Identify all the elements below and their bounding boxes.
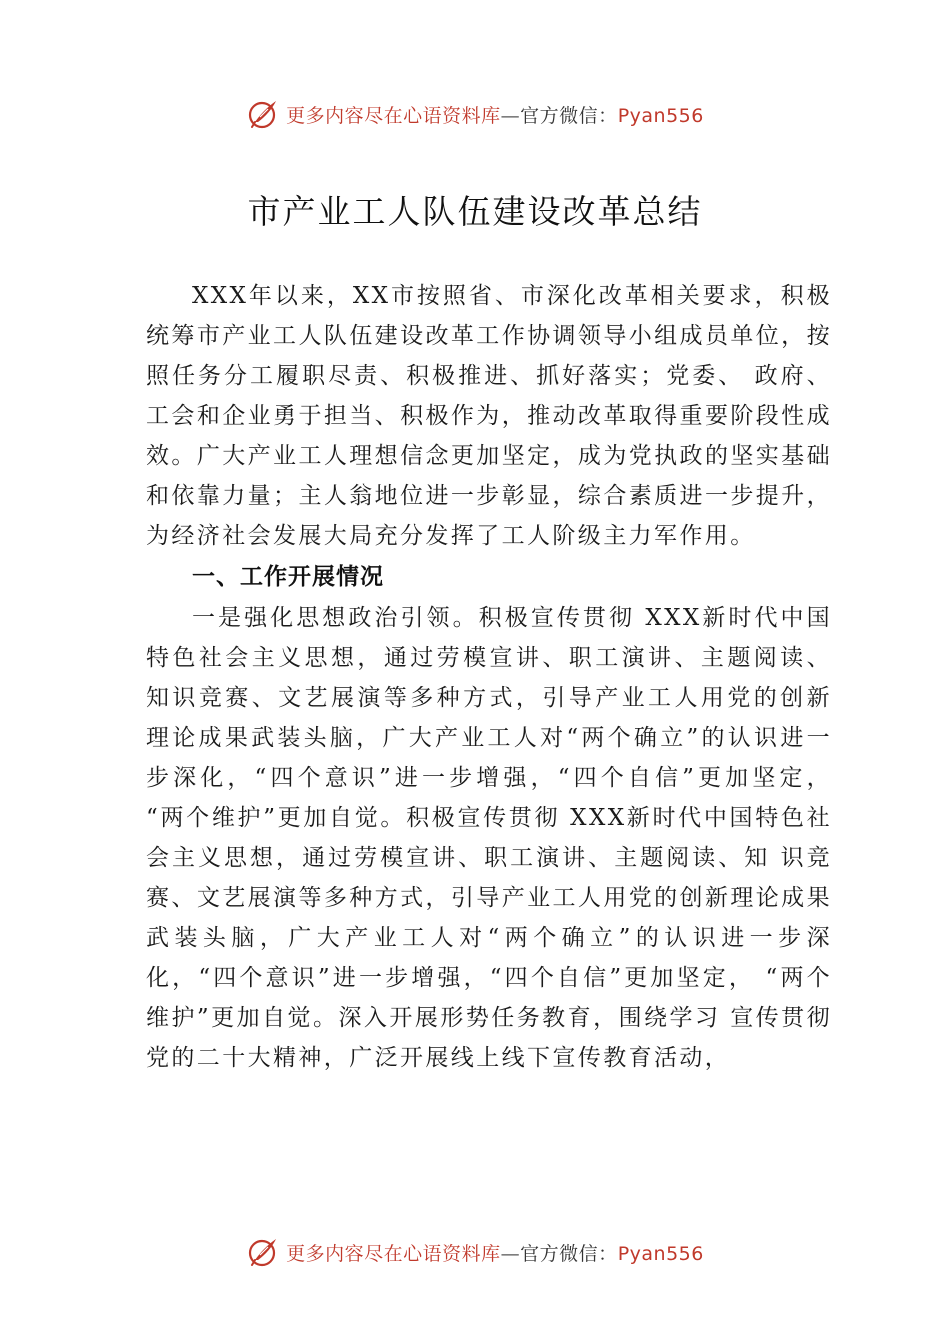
- section-heading: 一、工作开展情况: [192, 564, 384, 590]
- watermark-official-label: 官方微信：: [520, 104, 618, 127]
- quill-pen-logo-icon: [246, 97, 280, 131]
- intro-paragraph: XXX年以来，XX市按照省、市深化改革相关要求，积极统筹市产业工人队伍建设改革工作协调领导小组成员单位，按照任务分工履职尽责、积极推进、抓好落实；党委、 政府、工会和企业勇于担当、积极作为，推动改革取得重要阶段性成效。广大产业工人理想信念更加坚定，成为党执政的坚实基础和依靠力量；主人翁地位进一步彰显，综合素质进一步提升，为经济社会发展大局充分发挥了工人阶级主力军作用。: [146, 283, 832, 549]
- watermark-text: [286, 101, 704, 128]
- watermark-wechat-id: Pyan556: [617, 1242, 704, 1265]
- header-watermark: [0, 94, 950, 134]
- watermark-separator: —: [500, 104, 521, 127]
- watermark-brand: 更多内容尽在心语资料库: [286, 104, 501, 127]
- footer-watermark: [0, 1232, 950, 1272]
- document-title: 市产业工人队伍建设改革总结: [247, 192, 703, 231]
- watermark-wechat-id: Pyan556: [617, 104, 704, 127]
- watermark-brand: 更多内容尽在心语资料库: [286, 1242, 501, 1265]
- section-paragraph: 一是强化思想政治引领。积极宣传贯彻 XXX新时代中国特色社会主义思想，通过劳模宣讲、职工演讲、主题阅读、 知识竞赛、文艺展演等多种方式，引导产业工人用党的创新 理论成果武装头脑，广大产业工人对“两个确立”的认识进一步深化，“四个意识”进一步增强，“四个自信”更加坚定， “两个维护”更加自觉。积极宣传贯彻 XXX新时代中国特色社会主义思想，通过劳模宣讲、职工演讲、主题阅读、知 识竞赛、文艺展演等多种方式，引导产业工人用党的创新理论成果武装头脑，广大产业工人对“两个确立”的认识进一步深化，“四个意识”进一步增强，“四个自信”更加坚定， “两个维护”更加自觉。深入开展形势任务教育，围绕学习 宣传贯彻党的二十大精神，广泛开展线上线下宣传教育活动，: [146, 605, 832, 1071]
- document-body: [146, 276, 832, 1078]
- watermark-text: [286, 1239, 704, 1266]
- watermark-official-label: 官方微信：: [520, 1242, 618, 1265]
- watermark-separator: —: [500, 1242, 521, 1265]
- quill-pen-logo-icon: [246, 1235, 280, 1269]
